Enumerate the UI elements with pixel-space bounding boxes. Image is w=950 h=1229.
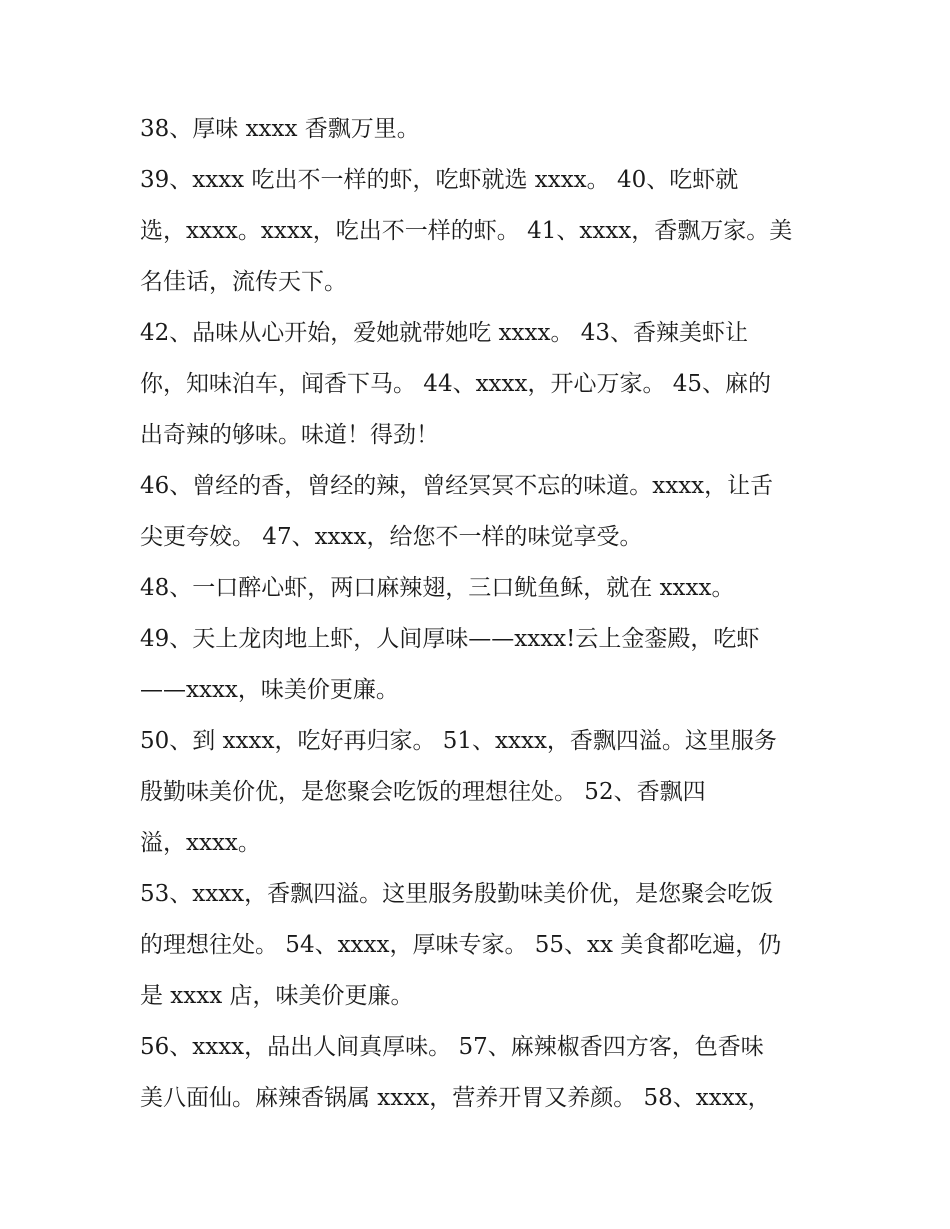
text-line: 名佳话，流传天下。 bbox=[140, 269, 347, 295]
text-line: 溢，xxxx。 bbox=[140, 830, 261, 856]
text-line: 选，xxxx。xxxx，吃出不一样的虾。 41、xxxx，香飘万家。美 bbox=[140, 218, 793, 244]
text-line: 殷勤味美价优，是您聚会吃饭的理想往处。 52、香飘四 bbox=[140, 779, 706, 805]
text-line: 39、xxxx 吃出不一样的虾，吃虾就选 xxxx。 40、吃虾就 bbox=[140, 167, 739, 193]
text-line: 尖更夸姣。 47、xxxx，给您不一样的味觉享受。 bbox=[140, 524, 643, 550]
text-line: 你，知味泊车，闻香下马。 44、xxxx，开心万家。 45、麻的 bbox=[140, 371, 772, 397]
text-line: 50、到 xxxx，吃好再归家。 51、xxxx，香飘四溢。这里服务 bbox=[140, 728, 777, 754]
text-line: 是 xxxx 店，味美价更廉。 bbox=[140, 983, 414, 1009]
text-line: 49、天上龙肉地上虾，人间厚味——xxxx!云上金銮殿，吃虾 bbox=[140, 626, 760, 652]
text-line: 美八面仙。麻辣香锅属 xxxx，营养开胃又养颜。 58、xxxx， bbox=[140, 1085, 771, 1111]
text-line: ——xxxx，味美价更廉。 bbox=[140, 677, 399, 703]
text-line: 56、xxxx，品出人间真厚味。 57、麻辣椒香四方客，色香味 bbox=[140, 1034, 764, 1060]
text-line: 的理想往处。 54、xxxx，厚味专家。 55、xx 美食都吃遍，仍 bbox=[140, 932, 782, 958]
text-line: 42、品味从心开始，爱她就带她吃 xxxx。 43、香辣美虾让 bbox=[140, 320, 749, 346]
text-line: 53、xxxx，香飘四溢。这里服务殷勤味美价优，是您聚会吃饭 bbox=[140, 881, 774, 907]
text-line: 46、曾经的香，曾经的辣，曾经冥冥不忘的味道。xxxx，让舌 bbox=[140, 473, 774, 499]
text-line: 48、一口醉心虾，两口麻辣翅，三口鱿鱼稣，就在 xxxx。 bbox=[140, 575, 735, 601]
text-line: 38、厚味 xxxx 香飘万里。 bbox=[140, 116, 420, 142]
document-body bbox=[140, 104, 820, 1124]
text-line: 出奇辣的够味。味道！得劲！ bbox=[140, 422, 439, 448]
